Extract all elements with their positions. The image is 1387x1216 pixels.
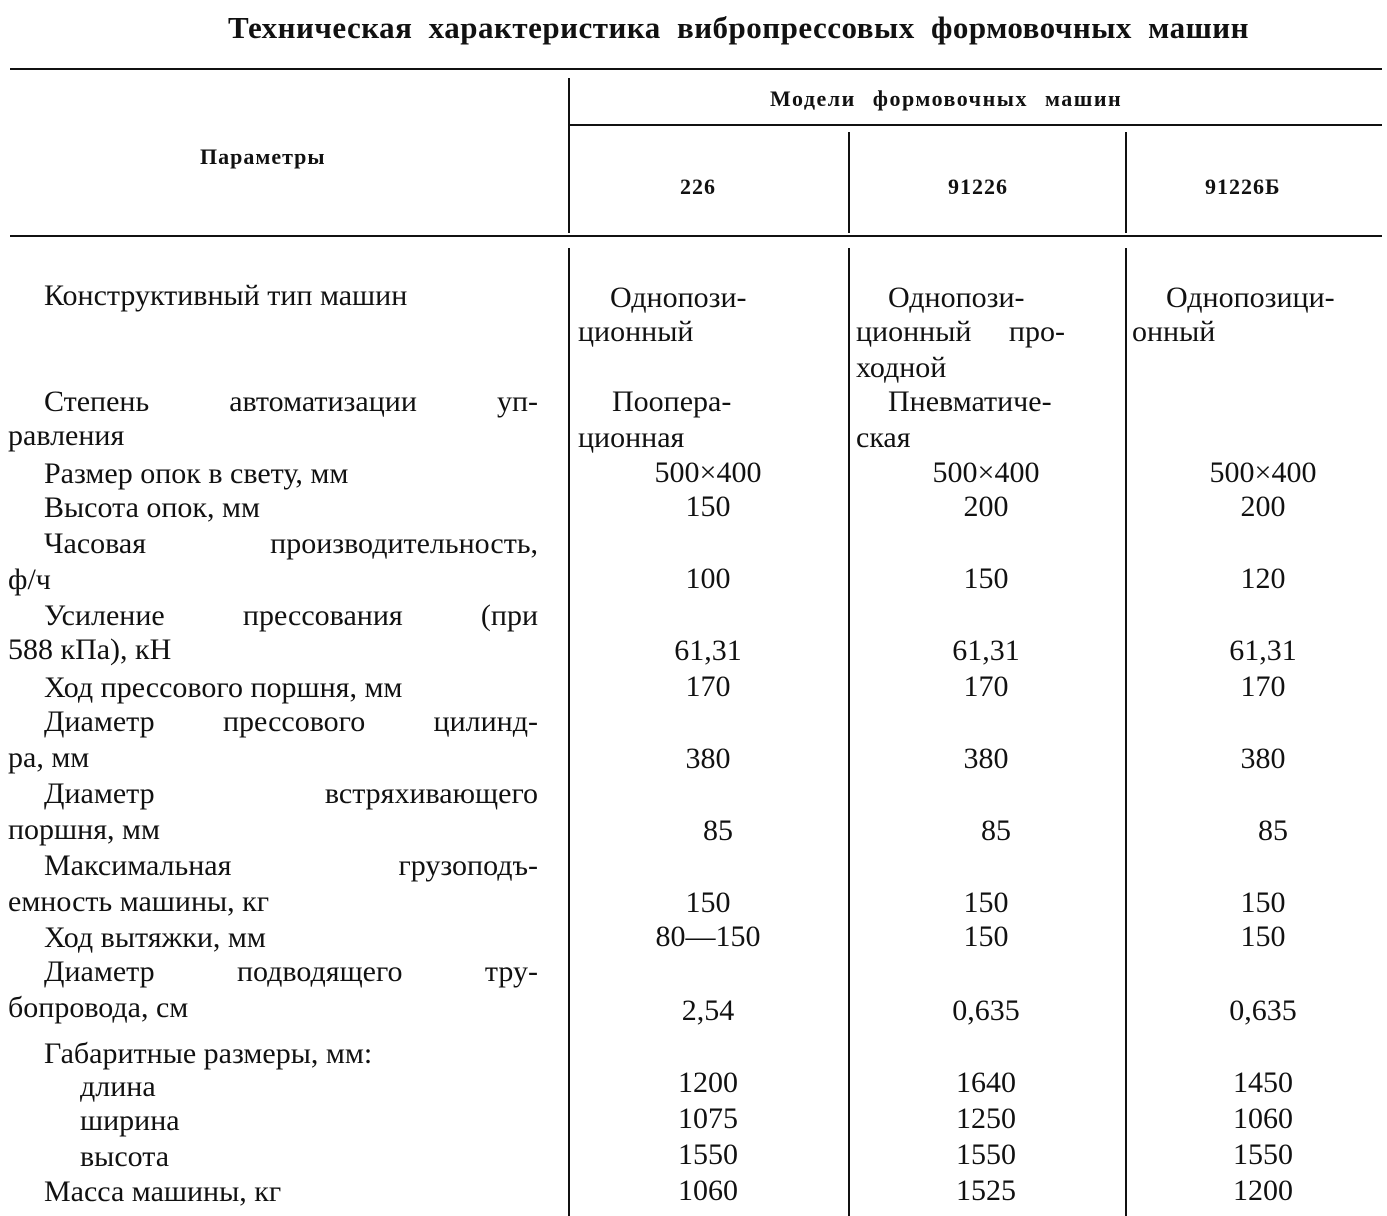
- flask-height-91226: 200: [963, 490, 1009, 523]
- col-divider-1: [568, 78, 570, 233]
- row-label-piston-stroke: Ход прессового поршня, мм: [44, 671, 403, 704]
- row-label-dims-length: длина: [80, 1070, 156, 1103]
- dims-length-91226: 1640: [956, 1066, 1016, 1099]
- model-91226b-header: 91226Б: [1205, 174, 1281, 199]
- press-force-91226: 61,31: [952, 634, 1020, 667]
- type-226-line1: Однопози-: [610, 281, 747, 314]
- flask-size-91226: 500×400: [932, 456, 1040, 489]
- piston-stroke-226: 170: [685, 670, 731, 703]
- draw-stroke-91226: 150: [963, 920, 1009, 953]
- row-label-pipe-diam-2: бопровода, см: [8, 991, 189, 1024]
- row-label-cyl-diam-2: ра, мм: [8, 741, 90, 774]
- row-label-dims-width: ширина: [80, 1104, 180, 1137]
- dims-height-91226b: 1550: [1233, 1138, 1293, 1171]
- row-label-flask-height: Высота опок, мм: [44, 491, 260, 524]
- col-divider-2: [848, 132, 850, 233]
- mass-91226: 1525: [956, 1174, 1016, 1207]
- table-title: Техническая характеристика вибропрессовых формовочных машин: [228, 10, 1249, 45]
- row-label-press-force-1: Усиление прессования (при: [44, 599, 538, 632]
- row-label-mass: Масса машины, кг: [44, 1175, 282, 1208]
- row-label-draw-stroke: Ход вытяжки, мм: [44, 921, 266, 954]
- cyl-diam-91226b: 380: [1240, 742, 1286, 775]
- row-label-cyl-diam-1: Диаметр прессового цилинд-: [44, 705, 538, 738]
- automation-91226-line1: Пневматиче-: [888, 385, 1052, 418]
- capacity-226: 150: [685, 886, 731, 919]
- pipe-diam-226: 2,54: [681, 994, 735, 1027]
- header-bottom-rule: [10, 235, 1382, 237]
- body-divider-3: [1125, 248, 1127, 1216]
- row-label-capacity-2: емность машины, кг: [8, 885, 270, 918]
- params-header: Параметры: [200, 144, 326, 169]
- row-label-flask-size: Размер опок в свету, мм: [44, 457, 349, 490]
- draw-stroke-91226b: 150: [1240, 920, 1286, 953]
- dims-length-226: 1200: [678, 1066, 738, 1099]
- type-91226b-line2: онный: [1132, 315, 1216, 348]
- jolt-diam-91226: 85: [981, 814, 1011, 847]
- dims-width-226: 1075: [678, 1102, 738, 1135]
- dims-length-91226b: 1450: [1233, 1066, 1293, 1099]
- row-label-press-force-2: 588 кПа), кН: [8, 633, 172, 666]
- type-91226-line3: ходной: [856, 351, 947, 384]
- row-label-automation-2: равления: [8, 419, 125, 452]
- productivity-226: 100: [685, 562, 731, 595]
- press-force-91226b: 61,31: [1229, 634, 1297, 667]
- model-91226-header: 91226: [948, 174, 1008, 199]
- jolt-diam-91226b: 85: [1258, 814, 1288, 847]
- dims-width-91226: 1250: [956, 1102, 1016, 1135]
- piston-stroke-91226: 170: [963, 670, 1009, 703]
- mass-91226b: 1200: [1233, 1174, 1293, 1207]
- row-label-dims: Габаритные размеры, мм:: [44, 1037, 373, 1070]
- row-label-capacity-1: Максимальная грузоподъ-: [44, 849, 538, 882]
- model-226-header: 226: [680, 174, 716, 199]
- automation-91226-line2: ская: [856, 421, 911, 454]
- row-label-pipe-diam-1: Диаметр подводящего тру-: [44, 955, 538, 988]
- automation-226-line2: ционная: [578, 421, 685, 454]
- top-rule: [10, 68, 1382, 70]
- dims-height-91226: 1550: [956, 1138, 1016, 1171]
- col-divider-3: [1125, 132, 1127, 233]
- row-label-jolt-diam-2: поршня, мм: [8, 813, 160, 846]
- automation-226-line1: Поопера-: [612, 385, 732, 418]
- draw-stroke-226: 80—150: [655, 920, 761, 953]
- flask-size-226: 500×400: [654, 456, 762, 489]
- productivity-91226b: 120: [1240, 562, 1286, 595]
- productivity-91226: 150: [963, 562, 1009, 595]
- row-label-jolt-diam-1: Диаметр встряхивающего: [44, 777, 538, 810]
- cyl-diam-91226: 380: [963, 742, 1009, 775]
- piston-stroke-91226b: 170: [1240, 670, 1286, 703]
- capacity-91226b: 150: [1240, 886, 1286, 919]
- row-label-type: Конструктивный тип машин: [44, 279, 408, 312]
- type-91226-line2: ционный про-: [856, 315, 1065, 348]
- row-label-productivity-1: Часовая производительность,: [44, 527, 538, 560]
- flask-height-226: 150: [685, 490, 731, 523]
- flask-height-91226b: 200: [1240, 490, 1286, 523]
- row-label-automation-1: Степень автоматизации уп-: [44, 385, 538, 418]
- flask-size-91226b: 500×400: [1209, 456, 1317, 489]
- press-force-226: 61,31: [674, 634, 742, 667]
- pipe-diam-91226: 0,635: [952, 994, 1020, 1027]
- cyl-diam-226: 380: [685, 742, 731, 775]
- dims-width-91226b: 1060: [1233, 1102, 1293, 1135]
- type-226-line2: ционный: [578, 315, 694, 348]
- capacity-91226: 150: [963, 886, 1009, 919]
- type-91226-line1: Однопози-: [888, 281, 1025, 314]
- jolt-diam-226: 85: [703, 814, 733, 847]
- body-divider-2: [848, 248, 850, 1216]
- dims-height-226: 1550: [678, 1138, 738, 1171]
- mass-226: 1060: [678, 1174, 738, 1207]
- type-91226b-line1: Однопозици-: [1166, 281, 1335, 314]
- models-header: Модели формовочных машин: [770, 86, 1123, 111]
- row-label-dims-height: высота: [80, 1140, 170, 1173]
- row-label-productivity-2: ф/ч: [8, 563, 51, 596]
- pipe-diam-91226b: 0,635: [1229, 994, 1297, 1027]
- models-rule: [570, 124, 1382, 126]
